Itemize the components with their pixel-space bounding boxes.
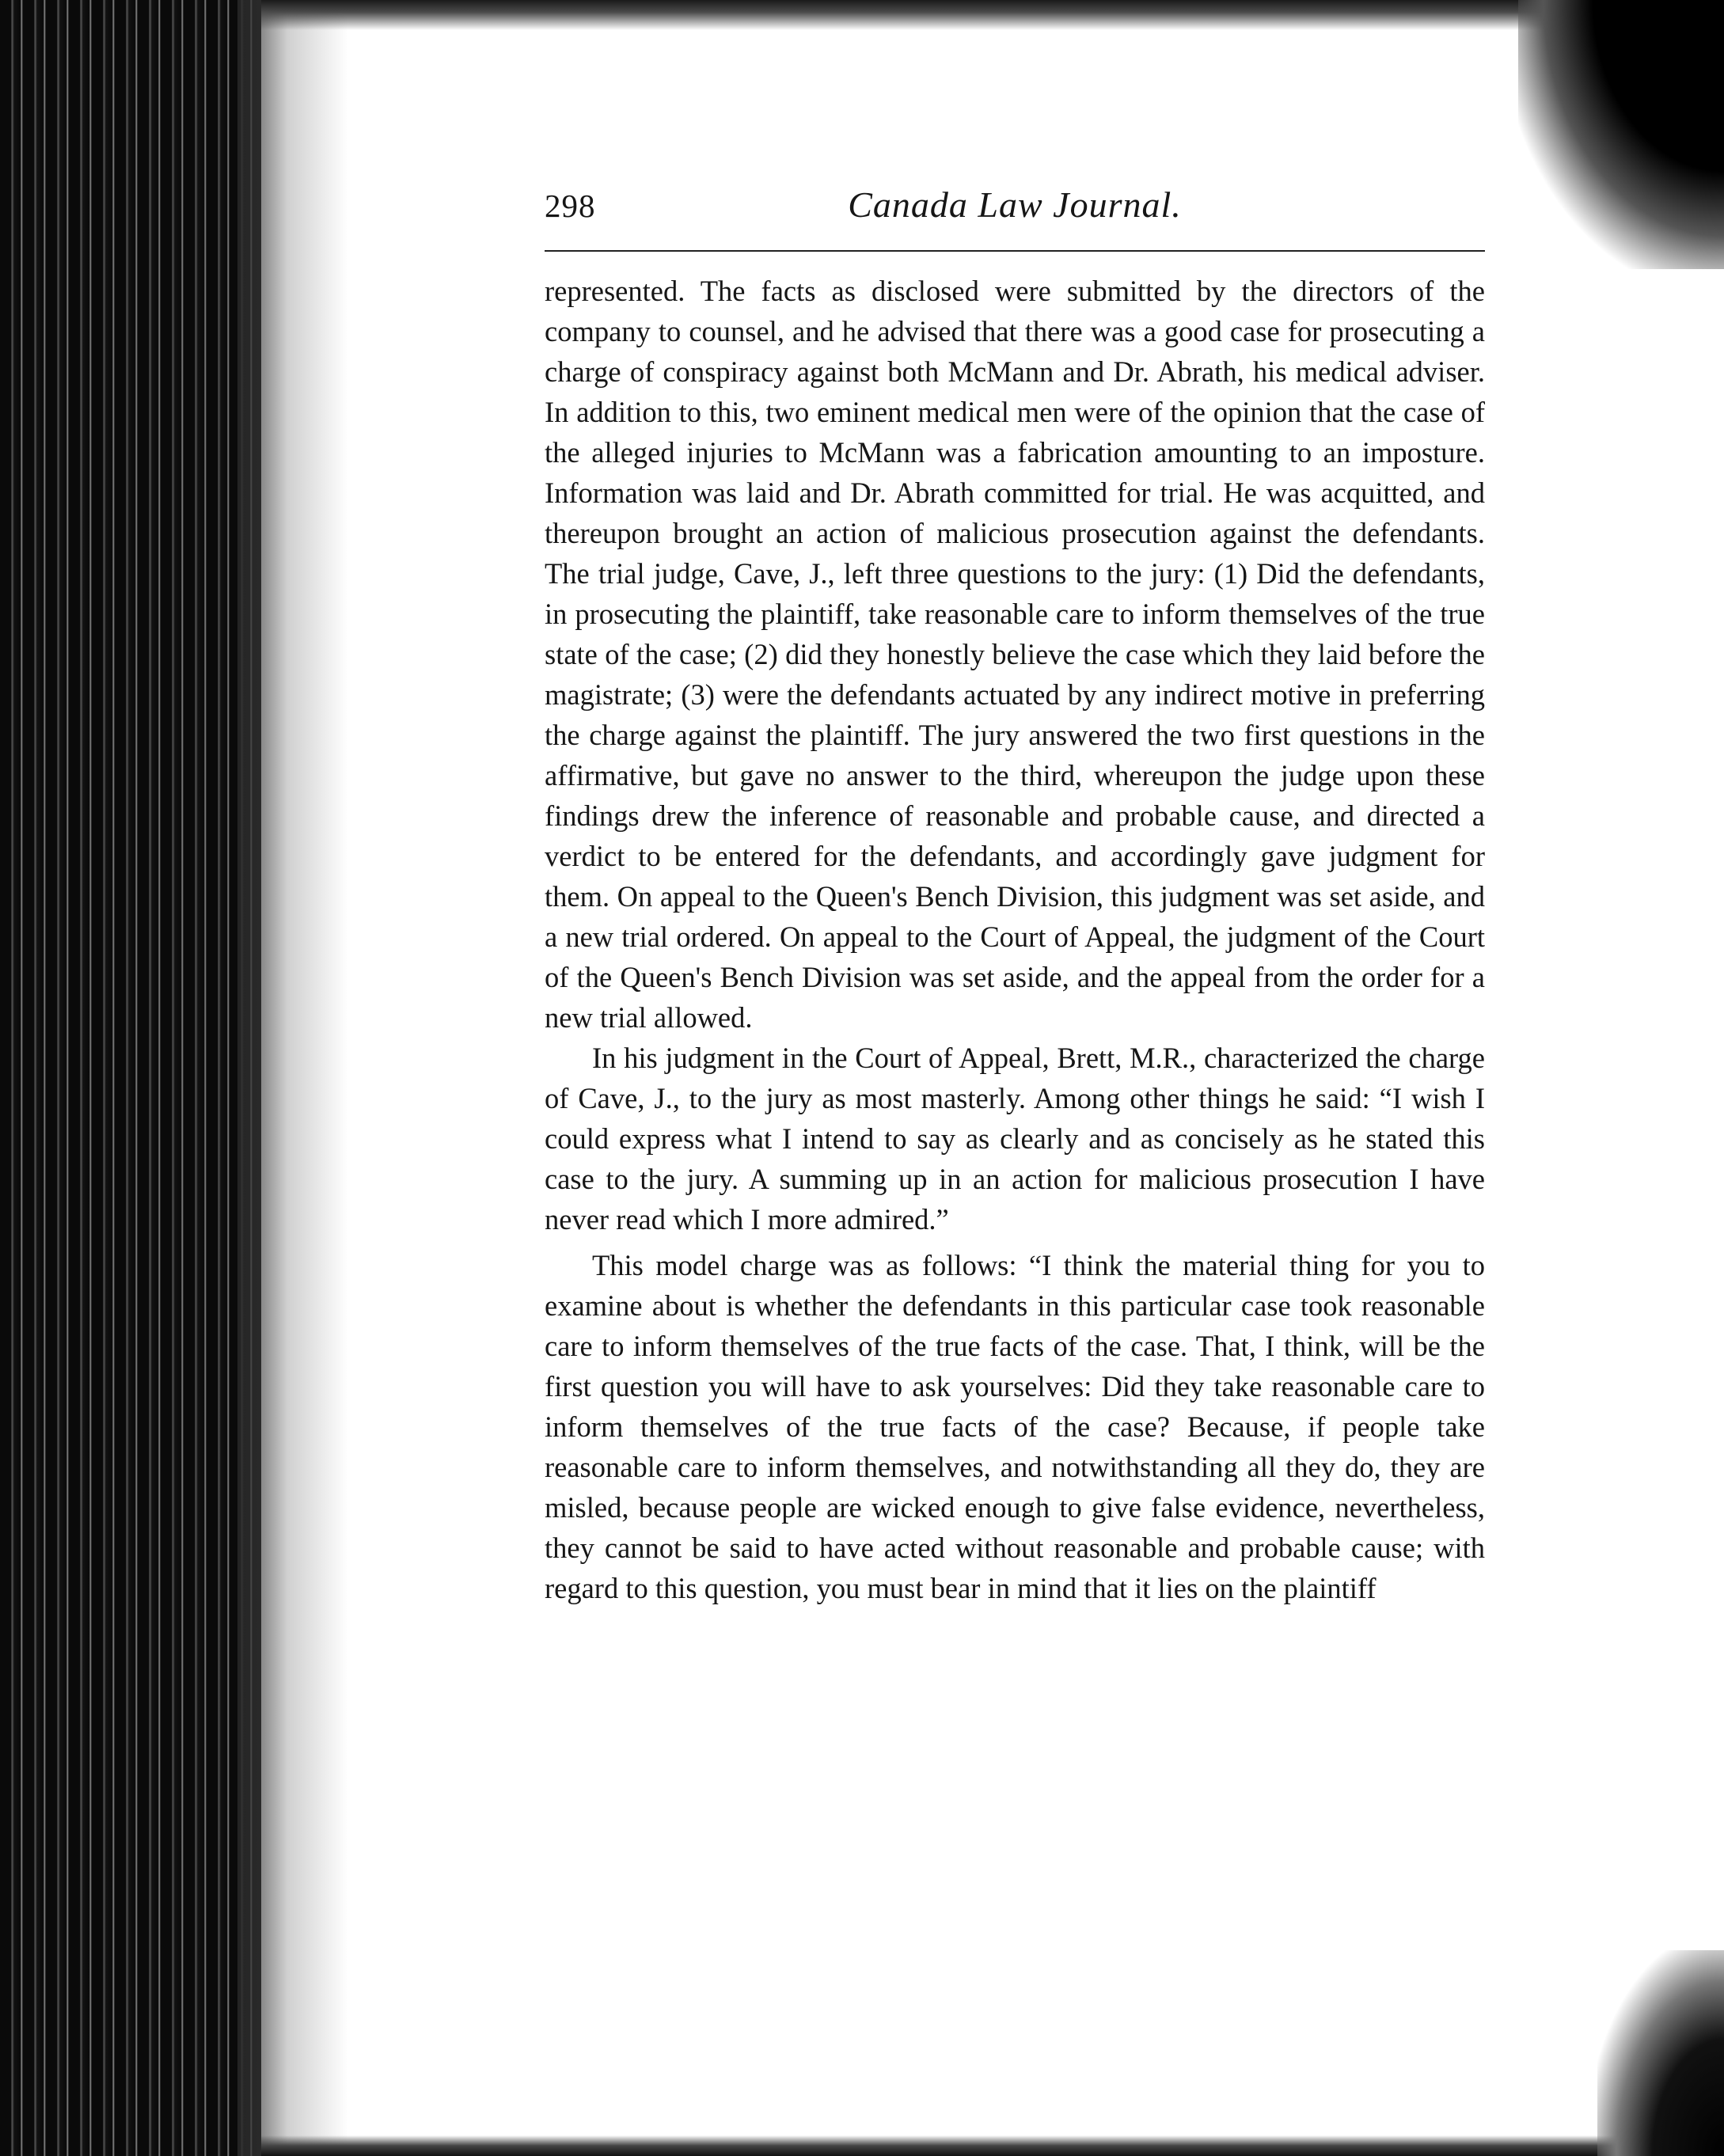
bottom-right-corner-shadow xyxy=(1597,1950,1724,2156)
page-content xyxy=(545,184,1485,1608)
binding-shadow xyxy=(237,0,348,2156)
header-rule xyxy=(545,250,1485,252)
top-page-edge xyxy=(261,0,1724,30)
running-header xyxy=(545,184,1485,237)
top-right-corner-shadow xyxy=(1518,0,1724,269)
paragraph-2: In his judgment in the Court of Appeal, Brett, M.R., characterized the charge of Cave, J., to the jury as most masterly. Among other things he said: “I wish I could express what I intend to say as clearly and as concisely as he stated this case to the jury. A summing up in an action for malicious prosecution I have never read which I more admired.” xyxy=(545,1042,1485,1236)
page-number: 298 xyxy=(545,188,596,224)
paragraph-3: This model charge was as follows: “I think the material thing for you to examine about is whether the defendants in this particular case took reasonable care to inform themselves of the true facts of the case. That, I think, will be the first question you will have to ask yourselves: Did they take reasonable care to inform themselves of the true facts of the case? Because, if people take reasonable care to inform themselves, and notwithstanding all they do, they are misled, because people are wicked enough to give false evidence, nevertheless, they cannot be said to have acted without reasonable and probable cause; with regard to this question, you must bear in mind that it lies on the plaintiff xyxy=(545,1249,1485,1604)
journal-title: Canada Law Journal. xyxy=(848,184,1182,225)
paragraph-1: represented. The facts as disclosed were submitted by the directors of the company to counsel, and he advised that there was a good case for prosecuting a charge of conspiracy against both McMann and Dr. Abrath, his medical adviser. In addition to this, two eminent medical men were of the opinion that the case of the alleged injuries to McMann was a fabrication amounting to an imposture. Information was laid and Dr. Abrath committed for trial. He was acquitted, and thereupon brought an action of malicious prosecution against the defendants. The trial judge, Cave, J., left three questions to the jury: (1) Did the defendants, in prosecuting the plaintiff, take reasonable care to inform themselves of the true state of the case; (2) did they honestly believe the case which they laid before the magistrate; (3) were the defendants actuated by any indirect motive in preferring the charge against the plaintiff. The jury answered the two first questions in the affirmative, but gave no answer to the third, whereupon the judge upon these findings drew the inference of reasonable and probable cause, and directed a verdict to be entered for the defendants, and accordingly gave judgment for them. On appeal to the Queen's Bench Division, this judgment was set aside, and a new trial ordered. On appeal to the Court of Appeal, the judgment of the Court of the Queen's Bench Division was set aside, and the appeal from the order for a new trial allowed. xyxy=(545,275,1485,1034)
book-binding-edge xyxy=(0,0,261,2156)
body-text xyxy=(545,271,1485,1608)
bottom-page-edge xyxy=(261,2135,1724,2156)
